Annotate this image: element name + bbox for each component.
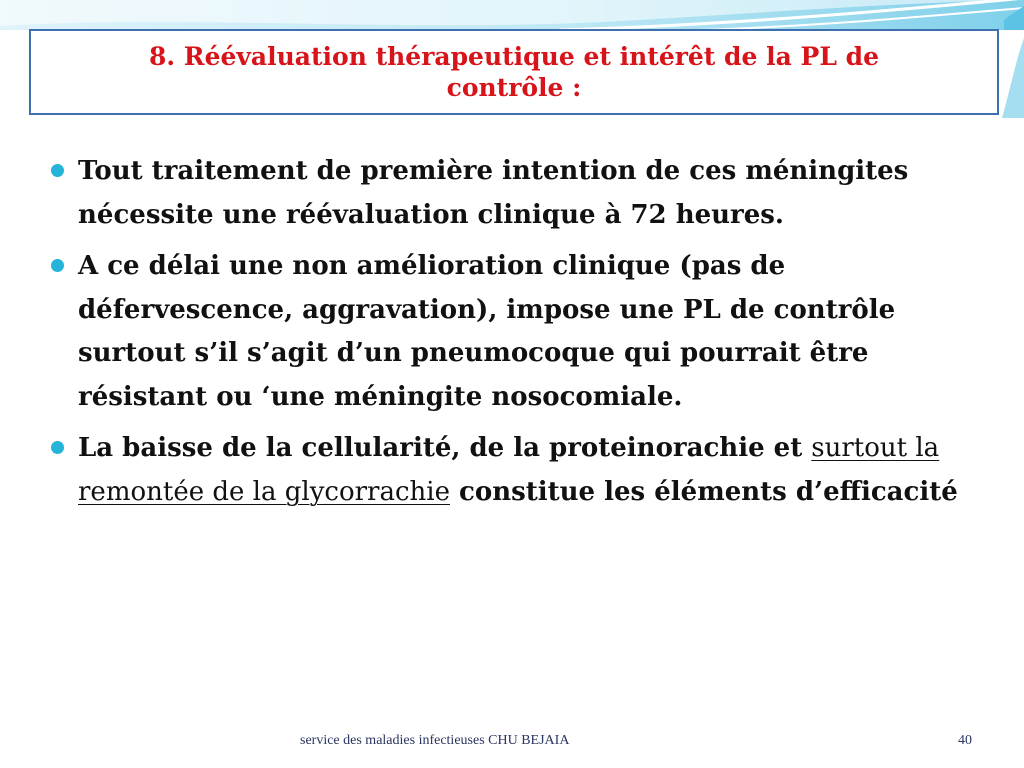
bullet-dot-icon bbox=[51, 259, 64, 272]
bullet-text-part2: constitue les éléments d’efficacité bbox=[449, 476, 958, 507]
slide-title bbox=[29, 29, 999, 115]
bullet-text-underlined: surtout la remontée de la glycorrachie bbox=[78, 433, 940, 507]
bullet-text-part1: La baisse de la cellularité, de la proteinorachie et bbox=[78, 433, 812, 463]
bullet-text: Tout traitement de première intention de ces méningites nécessite une réévaluation clinique à 72 heures. bbox=[78, 156, 909, 230]
bullet-list bbox=[48, 150, 988, 522]
page-number: 40 bbox=[958, 733, 972, 748]
title-line-2: contrôle : bbox=[446, 73, 582, 102]
bullet-item bbox=[48, 427, 988, 514]
title-line-1: 8. Réévaluation thérapeutique et intérêt de la PL de bbox=[148, 42, 880, 71]
bullet-text: A ce délai une non amélioration clinique (pas de défervescence, aggravation), impose une PL de contrôle surtout s’il s’agit d’un pneumocoque qui pourrait être résistant ou ‘une méningite nosocomiale. bbox=[78, 251, 896, 412]
bullet-dot-icon bbox=[51, 164, 64, 177]
bullet-item bbox=[48, 150, 988, 237]
bullet-dot-icon bbox=[51, 441, 64, 454]
bullet-item bbox=[48, 245, 988, 419]
footer-text: service des maladies infectieuses CHU BEJAIA bbox=[300, 733, 570, 748]
